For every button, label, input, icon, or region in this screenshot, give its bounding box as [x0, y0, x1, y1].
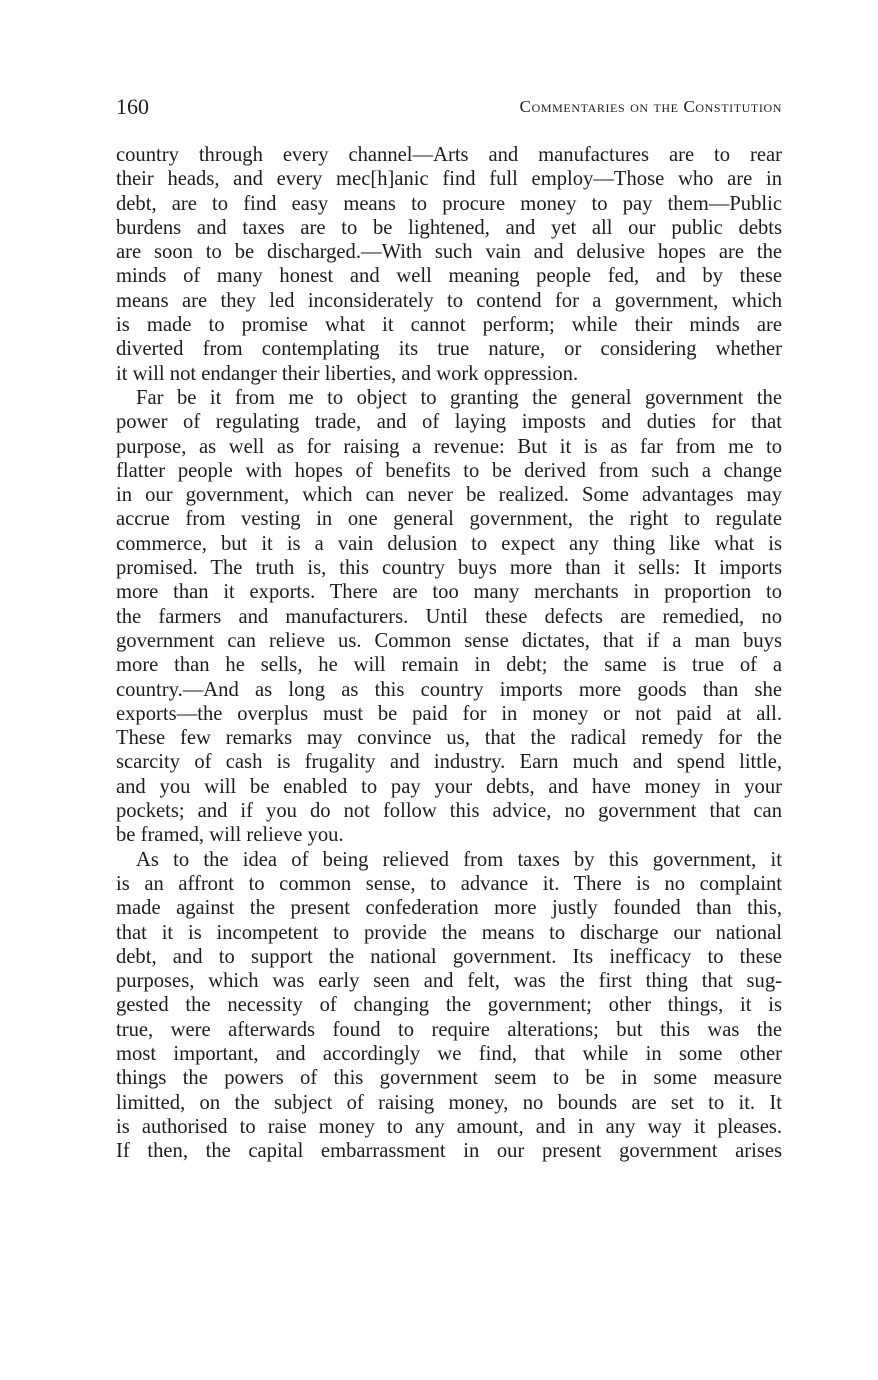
text-line: things the powers of this government seem to be in some measure [116, 1067, 782, 1090]
text-line: their heads, and every mec[h]anic find full employ—Those who are in [116, 168, 782, 191]
text-line: promised. The truth is, this country buys more than it sells: It imports [116, 557, 782, 580]
text-line: government can relieve us. Common sense dictates, that if a man buys [116, 629, 782, 652]
text-line: burdens and taxes are to be lightened, and yet all our public debts [116, 216, 782, 239]
text-line: it will not endanger their liberties, and work oppression. [116, 362, 579, 385]
text-line: country through every channel—Arts and manufactures are to rear [116, 144, 782, 166]
paragraph [116, 143, 782, 386]
text-line: commerce, but it is a vain delusion to expect any thing like what is [116, 532, 782, 555]
text-line: exports—the overplus must be paid for in money or not paid at all. [116, 702, 782, 725]
text-line: true, were afterwards found to require alterations; but this was the [116, 1018, 782, 1041]
text-line: in our government, which can never be realized. Some advantages may [116, 484, 782, 507]
text-line: minds of many honest and well meaning people fed, and by these [116, 265, 782, 288]
text-line: most important, and accordingly we find, that while in some other [116, 1042, 782, 1065]
paragraph [116, 386, 782, 848]
page-header [116, 94, 782, 122]
text-line: purposes, which was early seen and felt, was the first thing that sug- [116, 970, 782, 993]
running-head: Commentaries on the Constitution [519, 97, 782, 116]
text-line: and you will be enabled to pay your debts, and have money in your [116, 775, 782, 798]
text-line: limitted, on the subject of raising money, no bounds are set to it. It [116, 1091, 782, 1114]
text-line: more than he sells, he will remain in debt; the same is true of a [116, 654, 782, 677]
text-line: debt, and to support the national government. Its inefficacy to these [116, 945, 782, 968]
text-line: If then, the capital embarrassment in our present government arises [116, 1140, 782, 1163]
text-line: power of regulating trade, and of laying imposts and duties for that [116, 411, 782, 434]
text-line: means are they led inconsiderately to contend for a government, which [116, 289, 782, 312]
text-line: purpose, as well as for raising a revenue: But it is as far from me to [116, 435, 782, 458]
text-line: is authorised to raise money to any amount, and in any way it pleases. [116, 1115, 782, 1138]
text-line: be framed, will relieve you. [116, 824, 344, 847]
text-line: Far be it from me to object to granting the general government the [136, 386, 782, 409]
text-line: that it is incompetent to provide the means to discharge our national [116, 921, 782, 944]
text-line: These few remarks may convince us, that the radical remedy for the [116, 727, 782, 750]
body-text [116, 143, 782, 1163]
paragraph [116, 848, 782, 1164]
text-line: As to the idea of being relieved from taxes by this government, it [136, 848, 782, 871]
text-line: made against the present confederation more justly founded than this, [116, 897, 782, 920]
text-line: are soon to be discharged.—With such vain and delusive hopes are the [116, 241, 782, 264]
text-line: gested the necessity of changing the government; other things, it is [116, 994, 782, 1017]
page-number: 160 [116, 94, 149, 119]
text-line: debt, are to find easy means to procure money to pay them—Public [116, 192, 782, 215]
text-line: more than it exports. There are too many merchants in proportion to [116, 581, 782, 604]
text-line: diverted from contemplating its true nature, or considering whether [116, 338, 782, 361]
text-line: pockets; and if you do not follow this advice, no government that can [116, 800, 782, 823]
text-line: accrue from vesting in one general government, the right to regulate [116, 508, 782, 531]
text-line: is an affront to common sense, to advance it. There is no complaint [116, 872, 782, 895]
text-line: the farmers and manufacturers. Until these defects are remedied, no [116, 605, 782, 628]
text-line: country.—And as long as this country imports more goods than she [116, 678, 782, 701]
text-line: scarcity of cash is frugality and industry. Earn much and spend little, [116, 751, 782, 774]
text-line: is made to promise what it cannot perform; while their minds are [116, 314, 782, 337]
text-line: flatter people with hopes of benefits to be derived from such a change [116, 459, 782, 482]
